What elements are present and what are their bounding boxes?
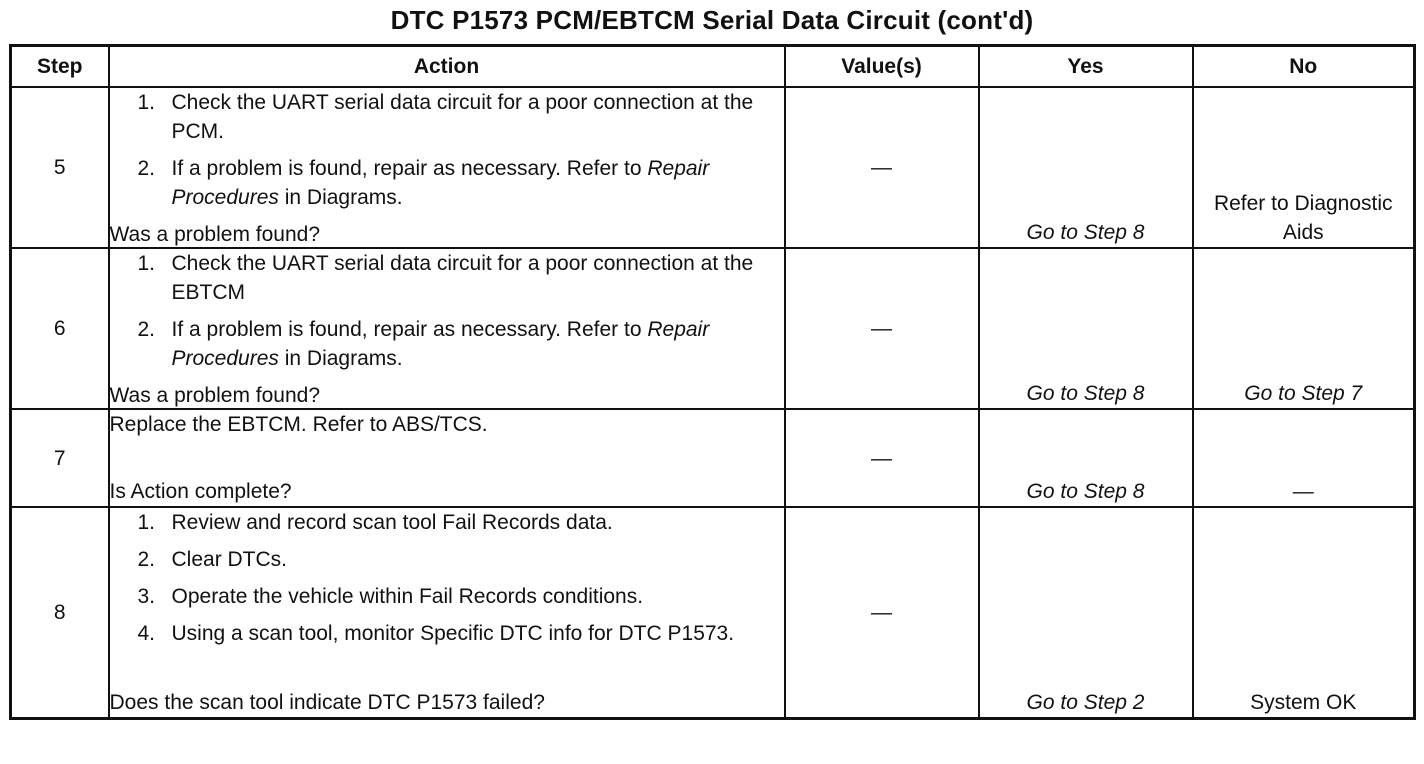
yes-cell: Go to Step 8: [979, 87, 1193, 248]
no-cell: Go to Step 7: [1193, 248, 1415, 409]
header-yes: Yes: [979, 46, 1193, 88]
action-cell: [109, 507, 785, 719]
step-number: 7: [11, 409, 109, 507]
action-steps: [110, 88, 784, 220]
table-row-step-6: [11, 248, 1415, 409]
action-question: Was a problem found?: [109, 223, 321, 246]
no-cell: —: [1193, 409, 1415, 507]
action-step-item: 2. Clear DTCs.: [137, 548, 288, 571]
value-cell: —: [785, 507, 979, 719]
yes-cell: Go to Step 8: [979, 409, 1193, 507]
table-header-row: [11, 46, 1415, 88]
action-steps: [110, 508, 784, 656]
step-number: 8: [11, 507, 109, 719]
step-number: 6: [11, 248, 109, 409]
action-cell: [109, 409, 785, 507]
page-title: DTC P1573 PCM/EBTCM Serial Data Circuit (cont'd): [390, 5, 1034, 35]
action-step-item: 4. Using a scan tool, monitor Specific DTC info for DTC P1573.: [137, 622, 735, 645]
value-cell: —: [785, 87, 979, 248]
action-step-item: 2. If a problem is found, repair as necessary. Refer to Repair Procedures in Diagrams.: [137, 318, 710, 370]
step-number: 5: [11, 87, 109, 248]
action-question: Is Action complete?: [109, 480, 292, 503]
table-row-step-7: [11, 409, 1415, 507]
diagnostic-table: [9, 44, 1416, 720]
no-cell: System OK: [1193, 507, 1415, 719]
action-step-item: 1. Check the UART serial data circuit for a poor connection at the PCM.: [137, 91, 754, 143]
header-action: Action: [109, 46, 785, 88]
action-text: Replace the EBTCM. Refer to ABS/TCS.: [109, 413, 488, 436]
action-question: Was a problem found?: [109, 384, 321, 407]
action-cell: [109, 248, 785, 409]
header-step: Step: [11, 46, 109, 88]
action-step-item: 2. If a problem is found, repair as necessary. Refer to Repair Procedures in Diagrams.: [137, 157, 710, 209]
action-steps: [110, 249, 784, 381]
action-step-item: 1. Review and record scan tool Fail Records data.: [137, 511, 613, 534]
action-cell: [109, 87, 785, 248]
yes-cell: Go to Step 8: [979, 248, 1193, 409]
table-row-step-5: [11, 87, 1415, 248]
header-values: Value(s): [785, 46, 979, 88]
no-cell: Refer to Diagnostic Aids: [1193, 87, 1415, 248]
action-step-item: 3. Operate the vehicle within Fail Records conditions.: [137, 585, 644, 608]
table-row-step-8: [11, 507, 1415, 719]
header-no: No: [1193, 46, 1415, 88]
action-step-item: 1. Check the UART serial data circuit for a poor connection at the EBTCM: [137, 252, 754, 304]
yes-cell: Go to Step 2: [979, 507, 1193, 719]
value-cell: —: [785, 409, 979, 507]
value-cell: —: [785, 248, 979, 409]
action-question: Does the scan tool indicate DTC P1573 failed?: [109, 691, 545, 714]
